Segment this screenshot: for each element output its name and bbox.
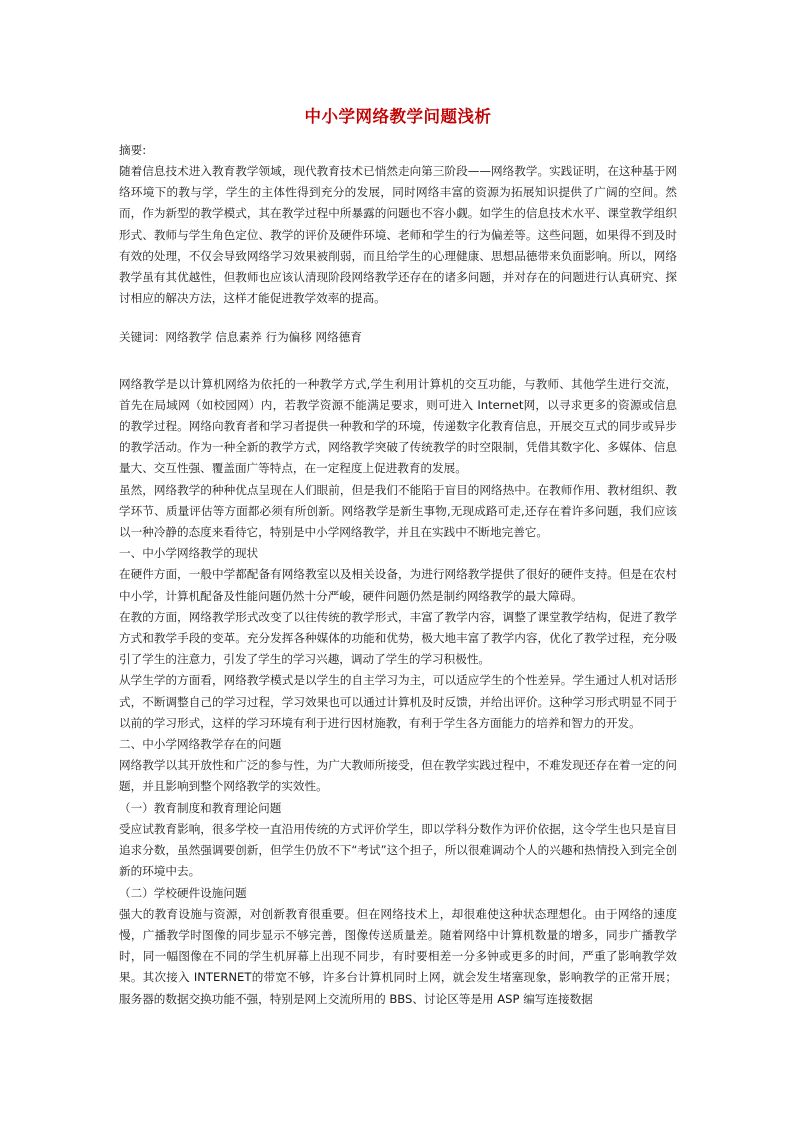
- body-paragraph: 虽然，网络教学的种种优点呈现在人们眼前，但是我们不能陷于盲目的网络热中。在教师作用、教材组织、教学环节、质量评估等方面都必须有所创新。网络教学是新生事物,无现成路可走,还存在着许多问题，我们应该以一种冷静的态度来看待它，特别是中小学网络教学，并且在实践中不断地完善它。: [119, 482, 677, 540]
- spacer: [119, 349, 677, 374]
- abstract-label: 摘要:: [119, 143, 147, 157]
- body-paragraph: 在硬件方面，一般中学都配备有网络教室以及相关设备，为进行网络教学提供了很好的硬件支持。但是在农村中小学，计算机配备及性能问题仍然十分严峻，硬件问题仍然是制约网络教学的最大障碍。: [119, 567, 677, 603]
- section-heading: （一）教育制度和教育理论问题: [119, 800, 282, 815]
- document-title: 中小学网络教学问题浅析: [304, 107, 492, 126]
- body-paragraph: 受应试教育影响，很多学校一直沿用传统的方式评价学生，即以学科分数作为评价依据，这令学生也只是盲目追求分数，虽然强调要创新，但学生仍放不下“考试”这个担子，所以很难调动个人的兴趣和热情投入到完全创新的环境中去。: [119, 821, 677, 879]
- body-paragraph: 网络教学是以计算机网络为依托的一种教学方式,学生利用计算机的交互功能，与教师、其他学生进行交流，首先在局域网（如校园网）内，若教学资源不能满足要求，则可进入 Internet网，以寻求更多的资源或信息的教学过程。网络向教育者和学习者提供一种教和学的环境，传递数字化教育信息，开展交互式的同步或异步的教学活动。作为一种全新的教学方式，网络教学突破了传统教学的时空限制，凭借其数字化、多媒体、信息量大、交互性强、覆盖面广等特点，在一定程度上促进教育的发展。: [119, 376, 677, 476]
- body-paragraph: 强大的教育设施与资源，对创新教育很重要。但在网络技术上，却很难使这种状态理想化。由于网络的速度慢，广播教学时图像的同步显示不够完善，图像传送质量差。随着网络中计算机数量的增多，同步广播教学时，同一幅图像在不同的学生机屏幕上出现不同步，有时要相差一分多钟或更多的时间，严重了影响教学效果。其次接入 INTERNET的带宽不够，许多台计算机同时上网，就会发生堵塞现象，影响教学的正常开展；服务器的数据交换功能不强，特别是网上交流所用的 BBS、讨论区等是用 ASP 编写连接数据: [119, 906, 677, 1006]
- body-paragraph: 从学生学的方面看，网络教学模式是以学生的自主学习为主，可以适应学生的个性差异。学生通过人机对话形式，不断调整自己的学习过程，学习效果也可以通过计算机及时反馈，并给出评价。这种学习形式明显不同于以前的学习形式，这样的学习环境有利于进行因材施教，有利于学生各方面能力的培养和智力的开发。: [119, 673, 677, 730]
- body-content: [119, 374, 677, 1010]
- spacer: [119, 309, 677, 327]
- body-paragraph: 在教的方面，网络教学形式改变了以往传统的教学形式，丰富了教学内容，调整了课堂教学结构，促进了教学方式和教学手段的变革。充分发挥各种媒体的功能和优势，极大地丰富了教学内容，优化了教学过程，充分吸引了学生的注意力，引发了学生的学习兴趣，调动了学生的学习积极性。: [119, 609, 677, 667]
- document-page: [119, 104, 677, 1010]
- abstract-text: 随着信息技术进入教育教学领域，现代教育技术已悄然走向第三阶段——网络教学。实践证明，在这种基于网络环境下的教与学，学生的主体性得到充分的发展，同时网络丰富的资源为拓展知识提供了广阔的空间。然而，作为新型的教学模式，其在教学过程中所暴露的问题也不容小觑。如学生的信息技术水平、课堂教学组织形式、教师与学生角色定位、教学的评价及硬件环境、老师和学生的行为偏差等。这些问题，如果得不到及时有效的处理，不仅会导致网络学习效果被削弱，而且给学生的心理健康、思想品德带来负面影响。所以，网络教学虽有其优越性，但教师也应该认清现阶段网络教学还存在的诸多问题，并对存在的问题进行认真研究、探讨相应的解决方法，这样才能促进教学效率的提高。: [119, 164, 677, 306]
- keywords: 关键词：网络教学 信息素养 行为偏移 网络德育: [119, 330, 362, 345]
- body-paragraph: 网络教学以其开放性和广泛的参与性，为广大教师所接受，但在教学实践过程中，不难发现还存在着一定的问题，并且影响到整个网络教学的实效性。: [119, 758, 677, 794]
- section-heading: （二）学校硬件设施问题: [119, 885, 247, 900]
- section-heading: 二、中小学网络教学存在的问题: [119, 737, 282, 752]
- section-heading: 一、中小学网络教学的现状: [119, 546, 259, 561]
